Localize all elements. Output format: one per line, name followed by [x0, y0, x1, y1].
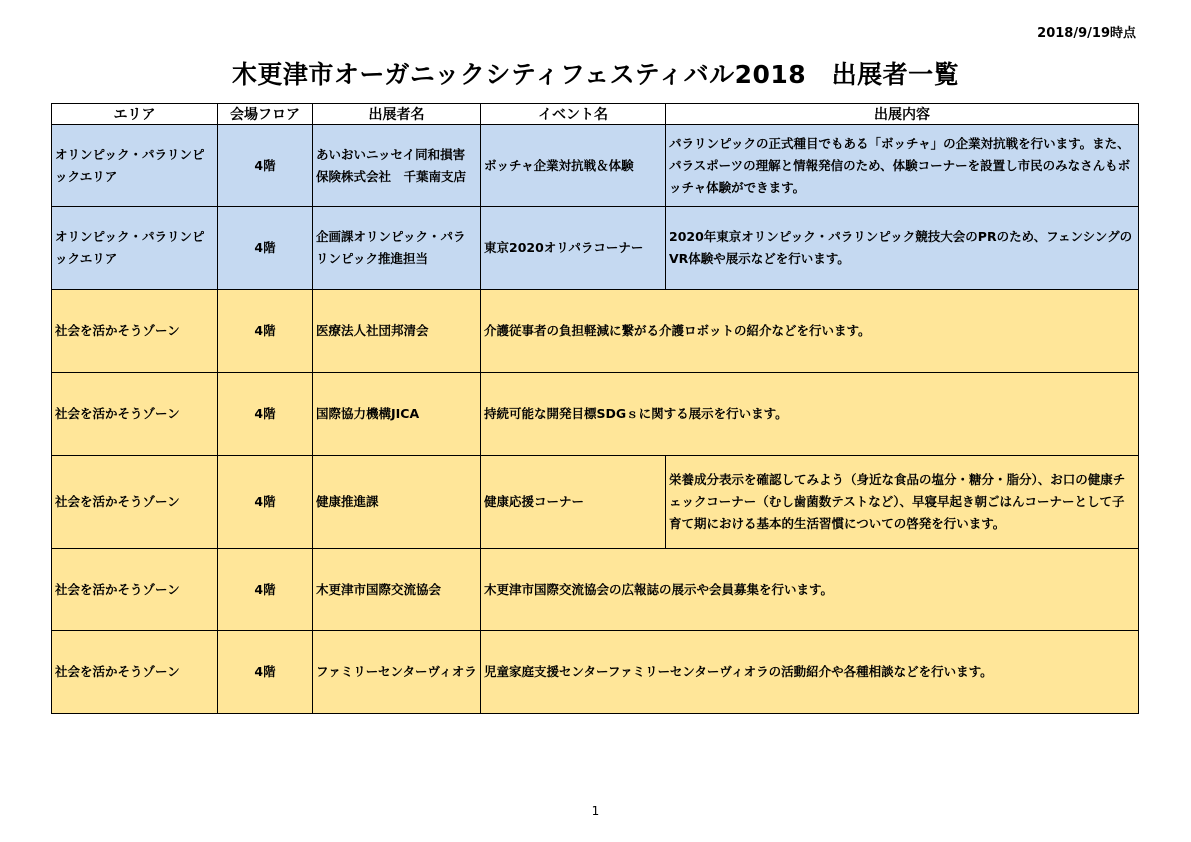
event-cell: ボッチャ企業対抗戦＆体験 — [481, 125, 666, 207]
table-row — [52, 456, 1139, 549]
table-header-row — [52, 104, 1139, 125]
content-cell: 持続可能な開発目標SDGｓに関する展示を行います。 — [481, 373, 1139, 456]
floor-cell: 4階 — [218, 456, 313, 549]
table-row — [52, 290, 1139, 373]
floor-cell: 4階 — [218, 125, 313, 207]
content-cell: 児童家庭支援センターファミリーセンターヴィオラの活動紹介や各種相談などを行います。 — [481, 631, 1139, 714]
table-row — [52, 373, 1139, 456]
exhibitor-table — [51, 103, 1139, 714]
table-row — [52, 549, 1139, 631]
header-event: イベント名 — [481, 104, 666, 125]
exhibitor-cell: 医療法人社団邦清会 — [313, 290, 481, 373]
area-cell: 社会を活かそうゾーン — [52, 290, 218, 373]
area-cell: オリンピック・パラリンピックエリア — [52, 207, 218, 290]
content-cell: 介護従事者の負担軽減に繋がる介護ロボットの紹介などを行います。 — [481, 290, 1139, 373]
floor-cell: 4階 — [218, 207, 313, 290]
floor-cell: 4階 — [218, 631, 313, 714]
exhibitor-cell: 木更津市国際交流協会 — [313, 549, 481, 631]
table-row — [52, 207, 1139, 290]
exhibitor-cell: 企画課オリンピック・パラリンピック推進担当 — [313, 207, 481, 290]
area-cell: 社会を活かそうゾーン — [52, 631, 218, 714]
exhibitor-cell: 健康推進課 — [313, 456, 481, 549]
content-cell: パラリンピックの正式種目でもある「ボッチャ」の企業対抗戦を行います。また、パラスポーツの理解と情報発信のため、体験コーナーを設置し市民のみなさんもボッチャ体験ができます。 — [666, 125, 1139, 207]
area-cell: オリンピック・パラリンピックエリア — [52, 125, 218, 207]
header-content: 出展内容 — [666, 104, 1139, 125]
event-cell: 健康応援コーナー — [481, 456, 666, 549]
header-floor: 会場フロア — [218, 104, 313, 125]
table-row — [52, 631, 1139, 714]
content-cell: 栄養成分表示を確認してみよう（身近な食品の塩分・糖分・脂分）、お口の健康チェックコーナー（むし歯菌数テストなど）、早寝早起き朝ごはんコーナーとして子育て期における基本的生活習慣についての啓発を行います。 — [666, 456, 1139, 549]
table-row — [52, 125, 1139, 207]
content-cell: 2020年東京オリンピック・パラリンピック競技大会のPRのため、フェンシングのVR体験や展示などを行います。 — [666, 207, 1139, 290]
exhibitor-cell: ファミリーセンターヴィオラ — [313, 631, 481, 714]
area-cell: 社会を活かそうゾーン — [52, 549, 218, 631]
header-area: エリア — [52, 104, 218, 125]
page-number: 1 — [591, 804, 600, 818]
header-exhibitor: 出展者名 — [313, 104, 481, 125]
page-title: 木更津市オーガニックシティフェスティバル2018 出展者一覧 — [231, 60, 960, 89]
area-cell: 社会を活かそうゾーン — [52, 373, 218, 456]
exhibitor-cell: あいおいニッセイ同和損害保険株式会社 千葉南支店 — [313, 125, 481, 207]
floor-cell: 4階 — [218, 290, 313, 373]
content-cell: 木更津市国際交流協会の広報誌の展示や会員募集を行います。 — [481, 549, 1139, 631]
exhibitor-cell: 国際協力機構JICA — [313, 373, 481, 456]
date-stamp: 2018/9/19時点 — [1037, 26, 1136, 41]
floor-cell: 4階 — [218, 549, 313, 631]
floor-cell: 4階 — [218, 373, 313, 456]
area-cell: 社会を活かそうゾーン — [52, 456, 218, 549]
event-cell: 東京2020オリパラコーナー — [481, 207, 666, 290]
